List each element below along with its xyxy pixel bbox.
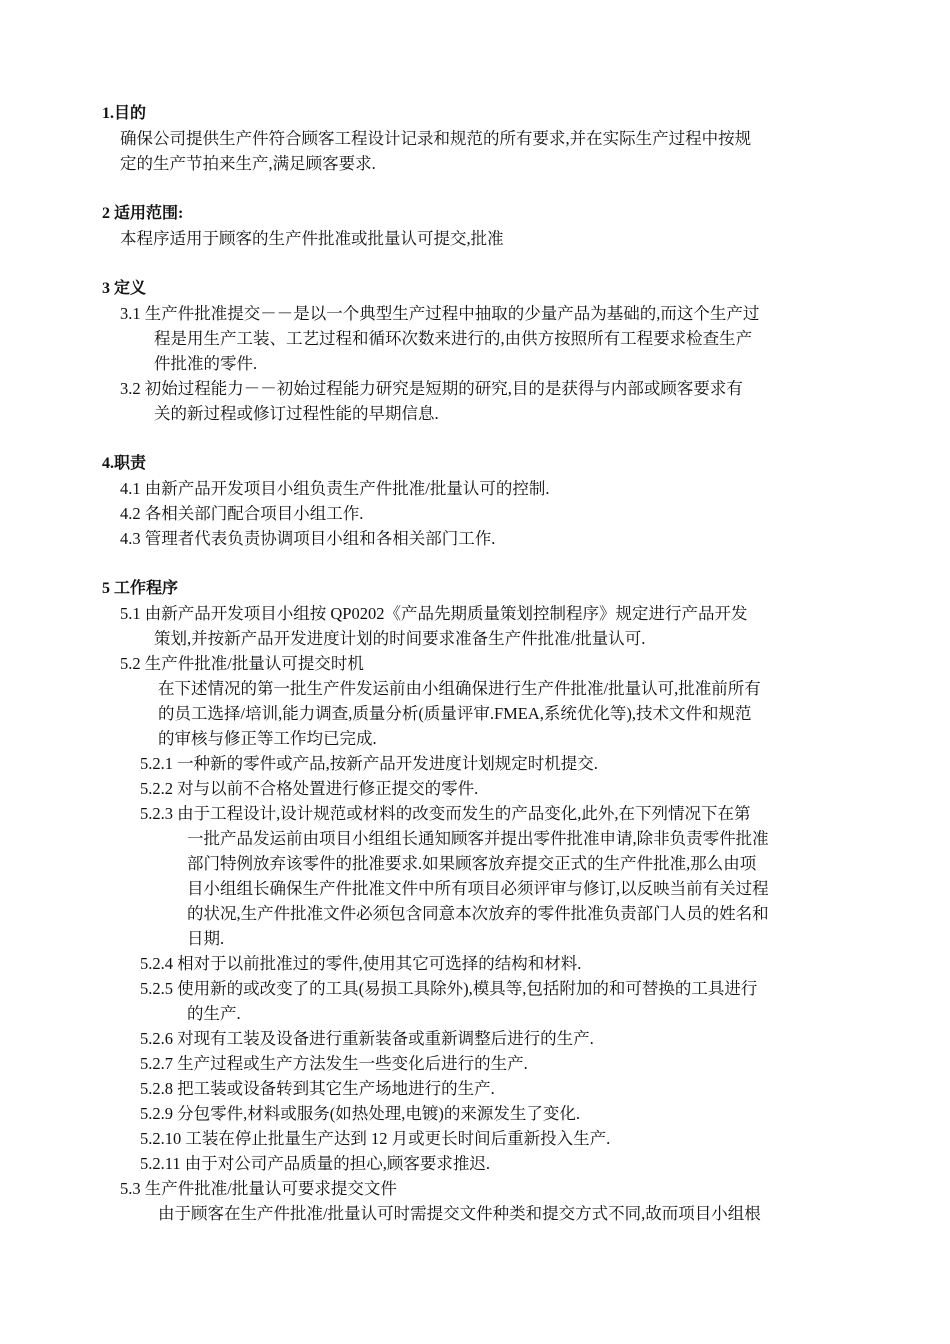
definition-3-1-line: 程是用生产工装、工艺过程和循环次数来进行的,由供方按照所有工程要求检查生产 bbox=[154, 329, 753, 348]
procedure-5-2-7: 5.2.7 生产过程或生产方法发生一些变化后进行的生产. bbox=[140, 1054, 528, 1073]
procedure-5-2-4: 5.2.4 相对于以前批准过的零件,使用其它可选择的结构和材料. bbox=[140, 954, 582, 973]
procedure-5-1-line: 5.1 由新产品开发项目小组按 QP0202《产品先期质量策划控制程序》规定进行产品开发 bbox=[120, 604, 748, 623]
procedure-5-2-paragraph-line: 的审核与修正等工作均已完成. bbox=[158, 729, 377, 748]
responsibility-4-2: 4.2 各相关部门配合项目小组工作. bbox=[120, 504, 364, 523]
definition-3-2-line: 关的新过程或修订过程性能的早期信息. bbox=[154, 404, 439, 423]
procedure-5-1-line: 策划,并按新产品开发进度计划的时间要求准备生产件批准/批量认可. bbox=[154, 629, 646, 648]
section-4-heading: 4.职责 bbox=[102, 455, 147, 472]
section-5-heading: 5 工作程序 bbox=[102, 580, 179, 597]
section-1-text-line: 确保公司提供生产件符合顾客工程设计记录和规范的所有要求,并在实际生产过程中按规 bbox=[120, 129, 752, 148]
procedure-5-3-paragraph-line: 由于顾客在生产件批准/批量认可时需提交文件种类和提交方式不同,故而项目小组根 bbox=[158, 1204, 761, 1223]
procedure-5-2-10: 5.2.10 工装在停止批量生产达到 12 月或更长时间后重新投入生产. bbox=[140, 1129, 611, 1148]
section-2-heading: 2 适用范围: bbox=[102, 205, 184, 222]
section-1-text-line: 定的生产节拍来生产,满足顾客要求. bbox=[120, 154, 376, 173]
responsibility-4-1: 4.1 由新产品开发项目小组负责生产件批准/批量认可的控制. bbox=[120, 479, 550, 498]
procedure-5-2-3-line: 日期. bbox=[187, 929, 225, 948]
section-1-heading: 1.目的 bbox=[102, 105, 147, 122]
procedure-5-2-paragraph-line: 的员工选择/培训,能力调查,质量分析(质量评审.FMEA,系统优化等),技术文件和规范 bbox=[158, 704, 752, 723]
procedure-5-2-6: 5.2.6 对现有工装及设备进行重新装备或重新调整后进行的生产. bbox=[140, 1029, 594, 1048]
procedure-5-2-5-line: 的生产. bbox=[187, 1004, 241, 1023]
section-3-heading: 3 定义 bbox=[102, 280, 147, 297]
section-2-text-line: 本程序适用于顾客的生产件批准或批量认可提交,批准 bbox=[120, 229, 504, 248]
definition-3-1-line: 3.1 生产件批准提交－－是以一个典型生产过程中抽取的少量产品为基础的,而这个生产过 bbox=[120, 304, 760, 323]
responsibility-4-3: 4.3 管理者代表负责协调项目小组和各相关部门工作. bbox=[120, 529, 496, 548]
procedure-5-2-3-line: 一批产品发运前由项目小组组长通知顾客并提出零件批准申请,除非负责零件批准 bbox=[187, 829, 769, 848]
procedure-5-2-3-line: 5.2.3 由于工程设计,设计规范或材料的改变而发生的产品变化,此外,在下列情况下在第 bbox=[140, 804, 751, 823]
procedure-5-2-1: 5.2.1 一种新的零件或产品,按新产品开发进度计划规定时机提交. bbox=[140, 754, 598, 773]
procedure-5-2-5-line: 5.2.5 使用新的或改变了的工具(易损工具除外),模具等,包括附加的和可替换的工具进行 bbox=[140, 979, 758, 998]
procedure-5-2-9: 5.2.9 分包零件,材料或服务(如热处理,电镀)的来源发生了变化. bbox=[140, 1104, 580, 1123]
procedure-5-2-2: 5.2.2 对与以前不合格处置进行修正提交的零件. bbox=[140, 779, 479, 798]
procedure-5-2-3-line: 部门特例放弃该零件的批准要求.如果顾客放弃提交正式的生产件批准,那么由项 bbox=[187, 854, 757, 873]
procedure-5-2-title: 5.2 生产件批准/批量认可提交时机 bbox=[120, 654, 364, 673]
procedure-5-2-8: 5.2.8 把工装或设备转到其它生产场地进行的生产. bbox=[140, 1079, 495, 1098]
procedure-5-2-3-line: 的状况,生产件批准文件必须包含同意本次放弃的零件批准负责部门人员的姓名和 bbox=[187, 904, 769, 923]
procedure-5-3-title: 5.3 生产件批准/批量认可要求提交文件 bbox=[120, 1179, 397, 1198]
procedure-5-2-3-line: 目小组组长确保生产件批准文件中所有项目必须评审与修订,以反映当前有关过程 bbox=[187, 879, 769, 898]
procedure-5-2-paragraph-line: 在下述情况的第一批生产件发运前由小组确保进行生产件批准/批量认可,批准前所有 bbox=[158, 679, 761, 698]
definition-3-2-line: 3.2 初始过程能力－－初始过程能力研究是短期的研究,目的是获得与内部或顾客要求有 bbox=[120, 379, 743, 398]
definition-3-1-line: 件批准的零件. bbox=[154, 354, 258, 373]
procedure-5-2-11: 5.2.11 由于对公司产品质量的担心,顾客要求推迟. bbox=[140, 1154, 491, 1173]
